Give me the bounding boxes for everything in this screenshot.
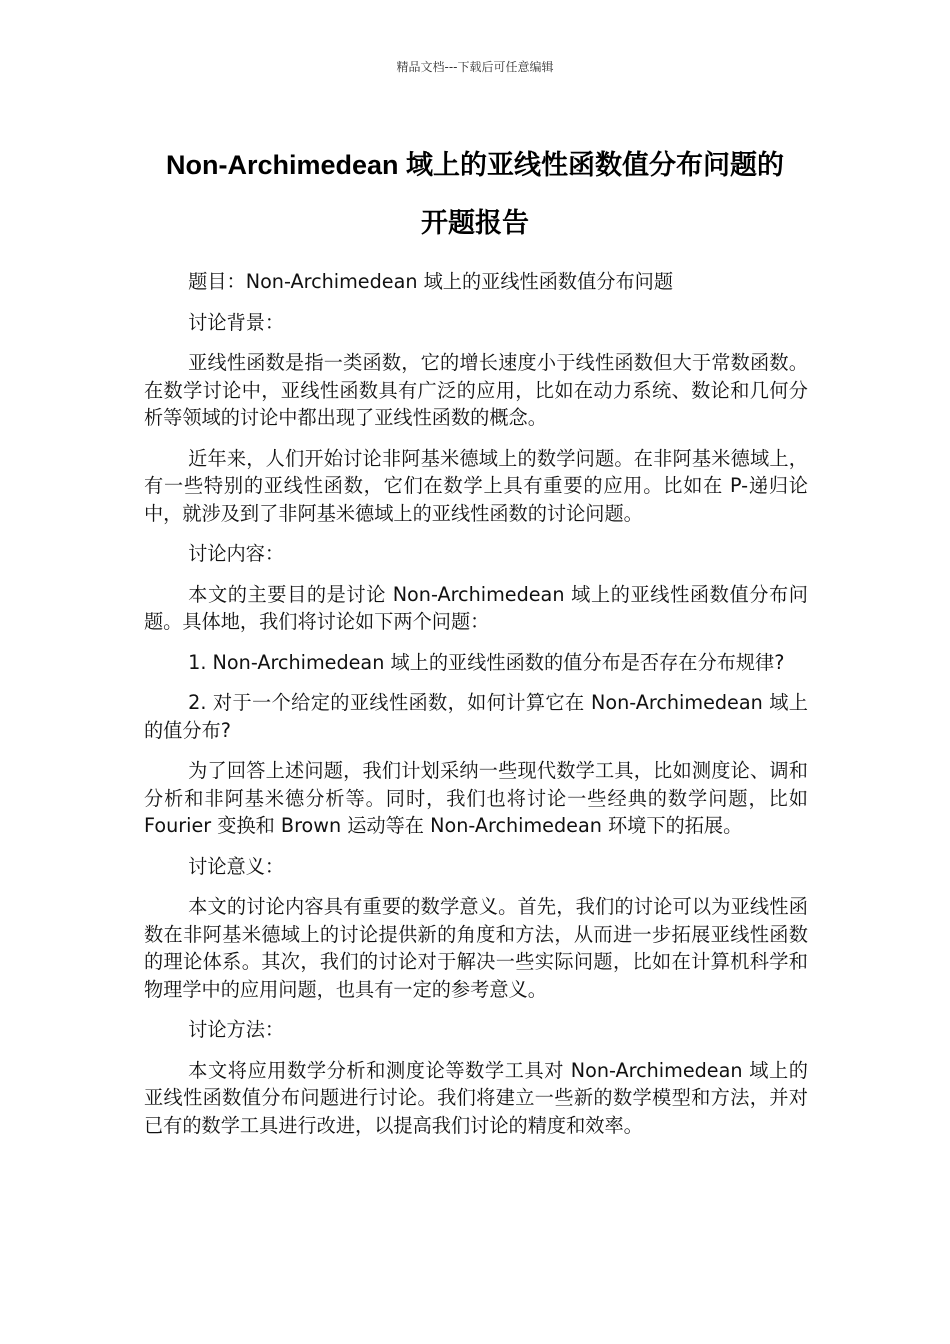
content-paragraph-1: 本文的主要目的是讨论 Non-Archimedean 域上的亚线性函数值分布问题。具体地，我们将讨论如下两个问题： (144, 582, 808, 633)
document-title (60, 136, 890, 252)
method-paragraph: 本文将应用数学分析和测度论等数学工具对 Non-Archimedean 域上的亚线性函数值分布问题进行讨论。我们将建立一些新的数学模型和方法，并对已有的数学工具进行改进，以提高我们讨论的精度和效率。 (144, 1058, 808, 1137)
significance-heading: 讨论意义： (188, 854, 285, 878)
document-body (144, 268, 808, 1152)
background-paragraph-2: 近年来，人们开始讨论非阿基米德域上的数学问题。在非阿基米德域上，有一些特别的亚线性函数，它们在数学上具有重要的应用。比如在 P-递归论中，就涉及到了非阿基米德域上的亚线性函数的讨论问题。 (144, 446, 808, 525)
title-line-1: Non-Archimedean 域上的亚线性函数值分布问题的 (165, 150, 785, 180)
header-note: 精品文档---下载后可任意编辑 (396, 60, 554, 74)
topic-line: 题目：Non-Archimedean 域上的亚线性函数值分布问题 (188, 270, 674, 293)
content-question-2: 2. 对于一个给定的亚线性函数，如何计算它在 Non-Archimedean 域上的值分布? (144, 691, 808, 742)
significance-paragraph: 本文的讨论内容具有重要的数学意义。首先，我们的讨论可以为亚线性函数在非阿基米德域上的讨论提供新的角度和方法，从而进一步拓展亚线性函数的理论体系。其次，我们的讨论对于解决一些实际问题，比如在计算机科学和物理学中的应用问题，也具有一定的参考意义。 (144, 895, 808, 1001)
title-line-2: 开题报告 (421, 208, 529, 238)
content-question-1: 1. Non-Archimedean 域上的亚线性函数的值分布是否存在分布规律? (188, 650, 785, 674)
content-paragraph-2: 为了回答上述问题，我们计划采纳一些现代数学工具，比如测度论、调和分析和非阿基米德分析等。同时，我们也将讨论一些经典的数学问题，比如 Fourier 变换和 Brown 运动等在 Non-Archimedean 环境下的拓展。 (144, 759, 808, 837)
method-heading: 讨论方法： (188, 1018, 285, 1041)
background-heading: 讨论背景： (188, 310, 285, 334)
content-heading: 讨论内容： (188, 542, 285, 565)
background-paragraph-1: 亚线性函数是指一类函数，它的增长速度小于线性函数但大于常数函数。在数学讨论中，亚线性函数具有广泛的应用，比如在动力系统、数论和几何分析等领域的讨论中都出现了亚线性函数的概念。 (144, 351, 808, 429)
